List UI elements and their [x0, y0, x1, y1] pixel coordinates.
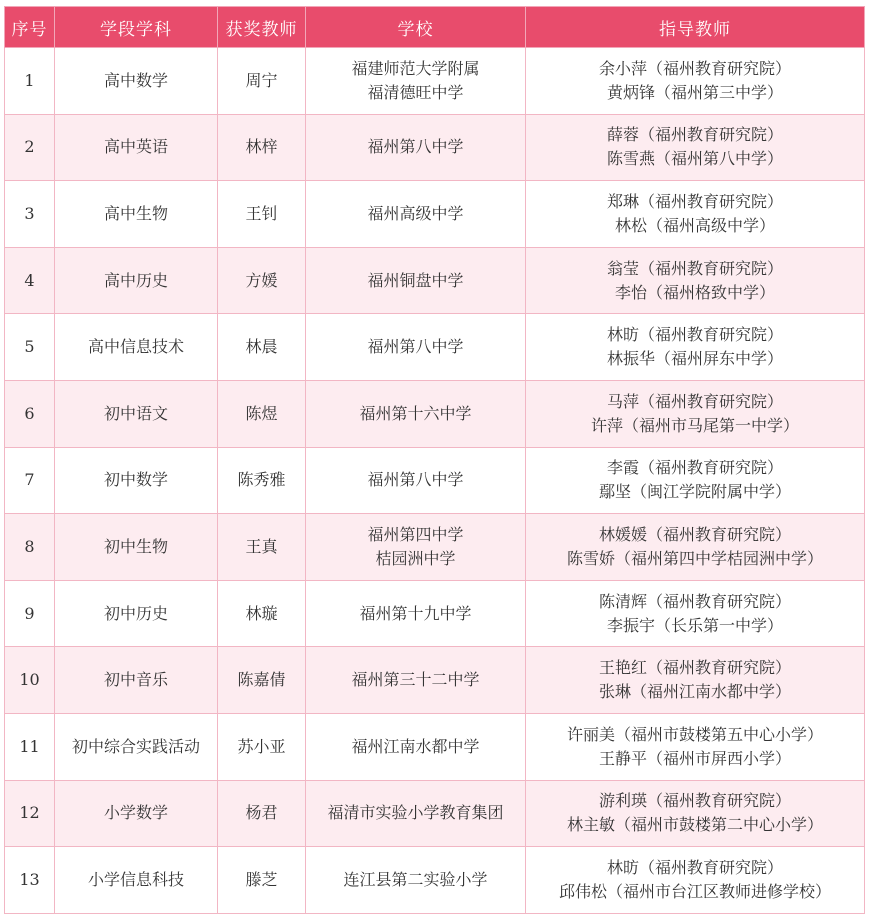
cell-mentors	[526, 713, 865, 780]
table-row	[5, 447, 865, 514]
cell-teacher: 陈秀雅	[218, 447, 306, 514]
table-row	[5, 181, 865, 248]
header-index: 序号	[5, 7, 55, 48]
table-row	[5, 48, 865, 115]
cell-subject: 初中数学	[55, 447, 218, 514]
cell-subject: 小学数学	[55, 780, 218, 847]
cell-school	[306, 380, 526, 447]
mentor-line: 余小萍（福州教育研究院）	[598, 58, 791, 78]
mentor-line: 林昉（福州教育研究院）	[606, 325, 783, 345]
table-row	[5, 314, 865, 381]
cell-mentors	[526, 114, 865, 181]
table-body	[5, 48, 865, 914]
cell-subject: 高中数学	[55, 48, 218, 115]
cell-mentors	[526, 314, 865, 381]
mentor-line: 邱伟松（福州市台江区教师进修学校）	[558, 881, 831, 901]
cell-teacher: 陈嘉倩	[218, 647, 306, 714]
cell-school	[306, 447, 526, 514]
cell-subject: 初中音乐	[55, 647, 218, 714]
cell-teacher: 周宁	[218, 48, 306, 115]
header-school: 学校	[306, 7, 526, 48]
mentor-line: 林昉（福州教育研究院）	[606, 857, 783, 877]
cell-mentors	[526, 247, 865, 314]
mentor-line: 王艳红（福州教育研究院）	[598, 658, 791, 678]
cell-index: 3	[5, 181, 55, 248]
table-row	[5, 647, 865, 714]
mentor-line: 薛蓉（福州教育研究院）	[606, 125, 783, 145]
cell-teacher: 方媛	[218, 247, 306, 314]
school-line: 福清市实验小学教育集团	[327, 803, 504, 823]
cell-teacher: 王钊	[218, 181, 306, 248]
school-line: 福州铜盘中学	[367, 270, 464, 290]
table-header	[5, 7, 865, 48]
header-row	[5, 7, 865, 48]
school-line: 福州第十六中学	[359, 403, 472, 423]
cell-index: 9	[5, 580, 55, 647]
school-line: 福州江南水都中学	[351, 736, 480, 756]
cell-index: 7	[5, 447, 55, 514]
cell-index: 13	[5, 847, 55, 914]
cell-teacher: 陈煜	[218, 380, 306, 447]
mentor-line: 李怡（福州格致中学）	[614, 282, 775, 302]
cell-mentors	[526, 447, 865, 514]
cell-subject: 高中英语	[55, 114, 218, 181]
cell-subject: 初中历史	[55, 580, 218, 647]
mentor-line: 陈雪燕（福州第八中学）	[606, 149, 783, 169]
table-row	[5, 780, 865, 847]
cell-subject: 高中历史	[55, 247, 218, 314]
cell-school	[306, 181, 526, 248]
cell-school	[306, 114, 526, 181]
cell-mentors	[526, 380, 865, 447]
cell-subject: 高中生物	[55, 181, 218, 248]
cell-teacher: 苏小亚	[218, 713, 306, 780]
mentor-line: 陈清辉（福州教育研究院）	[598, 591, 791, 611]
cell-teacher: 王真	[218, 514, 306, 581]
cell-index: 12	[5, 780, 55, 847]
cell-school	[306, 48, 526, 115]
mentor-line: 林振华（福州屏东中学）	[606, 349, 783, 369]
cell-school	[306, 247, 526, 314]
cell-mentors	[526, 847, 865, 914]
table-row	[5, 380, 865, 447]
cell-subject: 高中信息技术	[55, 314, 218, 381]
cell-school	[306, 314, 526, 381]
cell-teacher: 滕芝	[218, 847, 306, 914]
cell-mentors	[526, 48, 865, 115]
table-row	[5, 247, 865, 314]
cell-mentors	[526, 647, 865, 714]
cell-school	[306, 647, 526, 714]
cell-school	[306, 847, 526, 914]
header-mentors: 指导教师	[526, 7, 865, 48]
mentor-line: 鄢坚（闽江学院附属中学）	[598, 482, 791, 502]
table-row	[5, 114, 865, 181]
header-teacher: 获奖教师	[218, 7, 306, 48]
cell-index: 2	[5, 114, 55, 181]
cell-subject: 初中生物	[55, 514, 218, 581]
mentor-line: 马萍（福州教育研究院）	[606, 391, 783, 411]
mentor-line: 林松（福州高级中学）	[614, 215, 775, 235]
cell-subject: 小学信息科技	[55, 847, 218, 914]
cell-mentors	[526, 181, 865, 248]
table-row	[5, 713, 865, 780]
table-row	[5, 514, 865, 581]
school-line: 福州第八中学	[367, 137, 464, 157]
cell-school	[306, 580, 526, 647]
school-line: 福州第八中学	[367, 337, 464, 357]
mentor-line: 林媛媛（福州教育研究院）	[598, 524, 791, 544]
mentor-line: 李振宇（长乐第一中学）	[606, 615, 783, 635]
mentor-line: 张琳（福州江南水都中学）	[598, 682, 791, 702]
school-line: 福清德旺中学	[367, 82, 464, 102]
school-line: 福建师范大学附属	[351, 58, 480, 78]
mentor-line: 郑琳（福州教育研究院）	[606, 191, 783, 211]
cell-teacher: 林晨	[218, 314, 306, 381]
school-line: 福州第十九中学	[359, 603, 472, 623]
school-line: 桔园洲中学	[375, 548, 456, 568]
cell-school	[306, 514, 526, 581]
cell-index: 10	[5, 647, 55, 714]
cell-index: 1	[5, 48, 55, 115]
mentor-line: 王静平（福州市屏西小学）	[598, 748, 791, 768]
cell-teacher: 林璇	[218, 580, 306, 647]
cell-teacher: 林梓	[218, 114, 306, 181]
cell-index: 11	[5, 713, 55, 780]
award-table	[4, 6, 865, 914]
cell-mentors	[526, 514, 865, 581]
cell-index: 4	[5, 247, 55, 314]
school-line: 连江县第二实验小学	[343, 869, 488, 889]
mentor-line: 游利瑛（福州教育研究院）	[598, 791, 791, 811]
mentor-line: 许丽美（福州市鼓楼第五中心小学）	[566, 724, 823, 744]
mentor-line: 李霞（福州教育研究院）	[606, 458, 783, 478]
cell-teacher: 杨君	[218, 780, 306, 847]
award-table-container	[4, 6, 864, 914]
school-line: 福州高级中学	[367, 203, 464, 223]
cell-mentors	[526, 780, 865, 847]
table-row	[5, 847, 865, 914]
cell-index: 8	[5, 514, 55, 581]
mentor-line: 林主敏（福州市鼓楼第二中心小学）	[566, 815, 823, 835]
table-row	[5, 580, 865, 647]
mentor-line: 许萍（福州市马尾第一中学）	[590, 415, 799, 435]
cell-subject: 初中语文	[55, 380, 218, 447]
cell-subject: 初中综合实践活动	[55, 713, 218, 780]
header-subject: 学段学科	[55, 7, 218, 48]
mentor-line: 翁莹（福州教育研究院）	[606, 258, 783, 278]
mentor-line: 陈雪娇（福州第四中学桔园洲中学）	[566, 548, 823, 568]
cell-index: 5	[5, 314, 55, 381]
school-line: 福州第八中学	[367, 470, 464, 490]
cell-mentors	[526, 580, 865, 647]
school-line: 福州第四中学	[367, 524, 464, 544]
cell-school	[306, 713, 526, 780]
school-line: 福州第三十二中学	[351, 670, 480, 690]
mentor-line: 黄炳锋（福州第三中学）	[606, 82, 783, 102]
cell-school	[306, 780, 526, 847]
cell-index: 6	[5, 380, 55, 447]
